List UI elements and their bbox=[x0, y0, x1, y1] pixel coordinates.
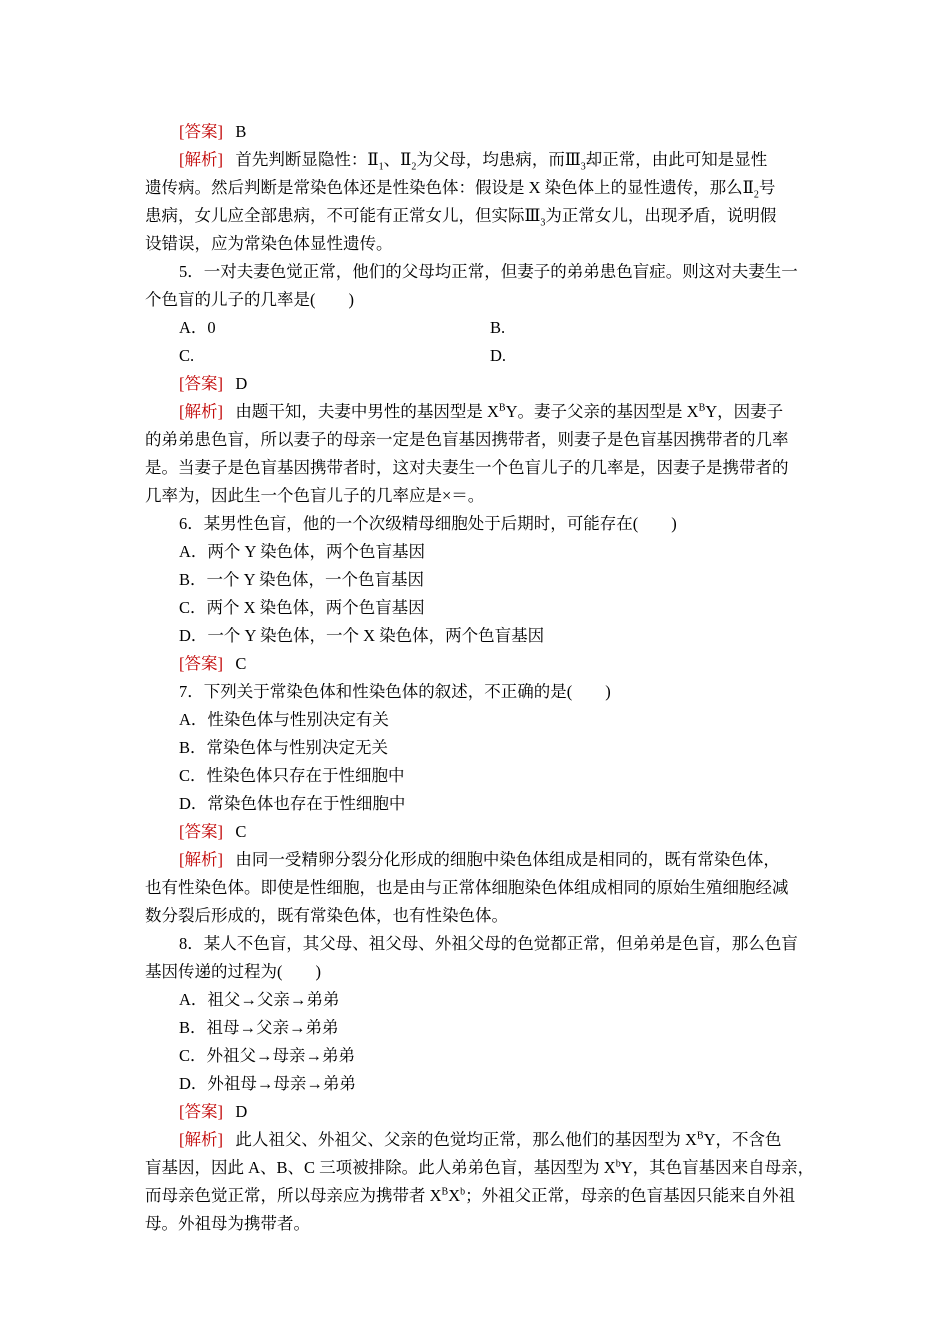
answer-label: [答案] bbox=[179, 654, 223, 673]
answer-value: C bbox=[235, 822, 247, 841]
document-page bbox=[145, 118, 815, 1238]
analysis-line: [解析] 由题干知，夫妻中男性的基因型是 $X^BY$。妻子父亲的基因型是 $X^BY$，因妻子 bbox=[179, 402, 784, 421]
analysis-line: 是。当妻子是色盲基因携带者时，这对夫妻生一个色盲儿子的几率是，因妻子是携带者的 bbox=[145, 458, 789, 477]
option-d: D. bbox=[490, 346, 507, 365]
analysis-label: [解析] bbox=[179, 1130, 223, 1149]
question-stem: 8．某人不色盲，其父母、祖父母、外祖父母的色觉都正常，但弟弟是色盲，那么色盲 bbox=[179, 934, 798, 953]
analysis-line: [解析] 由同一受精卵分裂分化形成的细胞中染色体组成是相同的，既有常染色体， bbox=[179, 850, 780, 869]
answer-line bbox=[145, 1098, 810, 1126]
answer-value: D bbox=[235, 1102, 248, 1121]
answer-line bbox=[145, 650, 810, 678]
option-c: C．两个 X 染色体，两个色盲基因 bbox=[179, 598, 425, 617]
option-a: A．祖父→父亲→弟弟 bbox=[179, 990, 340, 1009]
analysis-line: 盲基因，因此 A、B、C 三项被排除。此人弟弟色盲，基因型为 $X^bY$，其色盲基因来自母亲， bbox=[145, 1158, 815, 1177]
answer-label: [答案] bbox=[179, 374, 223, 393]
answer-line bbox=[145, 118, 810, 146]
option-a: A．性染色体与性别决定有关 bbox=[179, 710, 389, 729]
option-d: D．常染色体也存在于性细胞中 bbox=[179, 794, 406, 813]
option-c: C. bbox=[179, 346, 195, 365]
analysis-line: 数分裂后形成的，既有常染色体，也有性染色体。 bbox=[145, 906, 508, 925]
answer-value: D bbox=[235, 374, 248, 393]
answer-label: [答案] bbox=[179, 822, 223, 841]
option-d: D．外祖母→母亲→弟弟 bbox=[179, 1074, 356, 1093]
question-stem: 6．某男性色盲，他的一个次级精母细胞处于后期时，可能存在( ) bbox=[179, 514, 677, 533]
answer-label: [答案] bbox=[179, 1102, 223, 1121]
answer-line bbox=[145, 370, 810, 398]
analysis-line: 设错误，应为常染色体显性遗传。 bbox=[145, 234, 393, 253]
analysis-label: [解析] bbox=[179, 402, 223, 421]
answer-value: C bbox=[235, 654, 247, 673]
question-stem: 5．一对夫妻色觉正常，他们的父母均正常，但妻子的弟弟患色盲症。则这对夫妻生一 bbox=[179, 262, 798, 281]
analysis-line: [解析] 首先判断显隐性：$Ⅱ_1$、$Ⅱ_2$为父母，均患病，而$Ⅲ_3$却正常，由此可知是显性 bbox=[179, 150, 768, 173]
option-row bbox=[145, 314, 810, 342]
answer-value: B bbox=[235, 122, 247, 141]
option-b: B．一个 Y 染色体，一个色盲基因 bbox=[179, 570, 425, 589]
analysis-label: [解析] bbox=[179, 150, 223, 169]
analysis-line: 的弟弟患色盲，所以妻子的母亲一定是色盲基因携带者，则妻子是色盲基因携带者的几率 bbox=[145, 430, 789, 449]
option-c: C．外祖父→母亲→弟弟 bbox=[179, 1046, 356, 1065]
option-d: D．一个 Y 染色体，一个 X 染色体，两个色盲基因 bbox=[179, 626, 545, 645]
analysis-line: 遗传病。然后判断是常染色体还是性染色体：假设是 X 染色体上的显性遗传，那么$Ⅱ_2$号 bbox=[145, 178, 776, 201]
question-stem: 个色盲的儿子的几率是( ) bbox=[145, 290, 354, 309]
option-b: B．祖母→父亲→弟弟 bbox=[179, 1018, 339, 1037]
answer-label: [答案] bbox=[179, 122, 223, 141]
option-b: B. bbox=[490, 318, 506, 337]
analysis-line: 而母亲色觉正常，所以母亲应为携带者 $X^BX^b$；外祖父正常，母亲的色盲基因只能来自外祖 bbox=[145, 1186, 796, 1205]
option-b: B．常染色体与性别决定无关 bbox=[179, 738, 389, 757]
analysis-line: [解析] 此人祖父、外祖父、父亲的色觉均正常，那么他们的基因型为 $X^BY$，不含色 bbox=[179, 1130, 782, 1149]
analysis-line: 母。外祖母为携带者。 bbox=[145, 1214, 310, 1233]
option-row bbox=[145, 342, 810, 370]
answer-line bbox=[145, 818, 810, 846]
analysis-line: 患病，女儿应全部患病，不可能有正常女儿，但实际$Ⅲ_3$为正常女儿，出现矛盾，说明假 bbox=[145, 206, 777, 229]
question-stem: 7．下列关于常染色体和性染色体的叙述，不正确的是( ) bbox=[179, 682, 611, 701]
analysis-label: [解析] bbox=[179, 850, 223, 869]
question-stem: 基因传递的过程为( ) bbox=[145, 962, 321, 981]
option-a: A．两个 Y 染色体，两个色盲基因 bbox=[179, 542, 425, 561]
option-c: C．性染色体只存在于性细胞中 bbox=[179, 766, 405, 785]
analysis-line: 也有性染色体。即使是性细胞，也是由与正常体细胞染色体组成相同的原始生殖细胞经减 bbox=[145, 878, 789, 897]
option-a: A．0 bbox=[179, 318, 216, 337]
analysis-line: 几率为，因此生一个色盲儿子的几率应是×＝。 bbox=[145, 486, 485, 505]
